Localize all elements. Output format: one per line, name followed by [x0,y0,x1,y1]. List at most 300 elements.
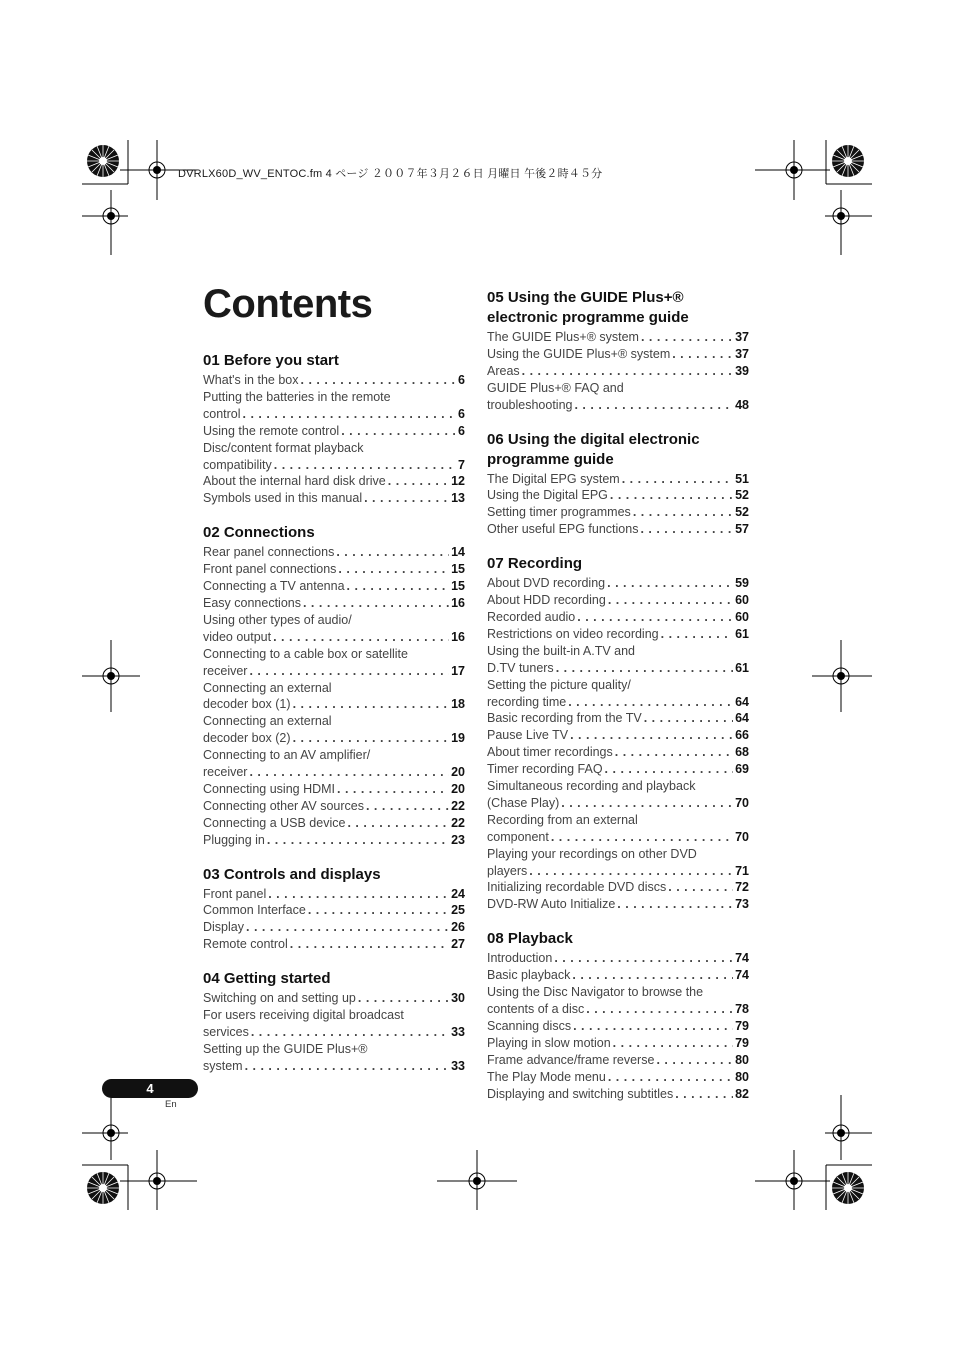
toc-page-number: 33 [451,1025,465,1039]
section-title: 01 Before you start [203,352,339,369]
toc-entry[interactable] [203,473,465,490]
toc-column-left [203,351,465,1091]
toc-page-number: 13 [451,491,465,506]
toc-page-number: 20 [451,781,465,796]
toc-entry-line: Connecting to an AV amplifier/ [203,748,371,763]
dot-leader [613,1035,733,1052]
toc-entry-line: Connecting an external [203,714,332,729]
toc-page-number: 64 [735,711,749,726]
toc-entry-title: Common Interface [203,903,306,918]
dot-leader [607,575,733,592]
toc-page-number: 30 [451,991,465,1006]
toc-entry-title: Front panel connections [203,562,337,577]
toc-page-number: 64 [735,694,749,709]
dot-leader [586,1001,733,1018]
toc-entry-title: Connecting other AV sources [203,798,364,813]
toc-entry-row [203,832,465,849]
toc-entry-row [487,1052,749,1069]
toc-entry-row [487,660,749,677]
toc-entry-row [487,626,749,643]
toc-page-number: 6 [458,373,465,387]
toc-entry-title: Connecting a TV antenna [203,579,345,594]
toc-page-number: 20 [451,765,465,780]
toc-entry-row [203,815,465,832]
toc-page-number: 69 [735,762,749,777]
toc-entry-title: decoder box (1) [203,697,291,712]
toc-page-number: 23 [451,832,465,847]
toc-page-number: 52 [735,505,749,520]
toc-entry-title: system [203,1058,243,1073]
toc-entry-title: Basic playback [487,968,571,983]
dot-leader [364,490,449,507]
toc-page-number: 26 [451,920,465,935]
toc-entry-row [203,1024,465,1041]
toc-entry[interactable] [487,1069,749,1086]
toc-entry-row [487,487,749,504]
toc-entry-row [487,1069,749,1086]
toc-entry-title: D.TV tuners [487,660,554,675]
toc-page-number: 48 [735,397,749,412]
toc-entry[interactable] [203,990,465,1007]
dot-leader [608,592,733,609]
toc-page-number: 80 [735,1052,749,1067]
toc-page-number: 60 [735,609,749,624]
toc-entry-title: DVD-RW Auto Initialize [487,897,616,912]
toc-page-number: 60 [735,593,749,608]
toc-entry-row [487,504,749,521]
toc-entry-line: Using the built-in A.TV and [487,643,635,658]
toc-entry-row [487,1086,749,1103]
toc-entry-title: decoder box (2) [203,731,291,746]
toc-entry-line: Setting the picture quality/ [487,677,631,692]
toc-entry-row [487,795,749,812]
toc-entry-row [487,950,749,967]
toc-entry[interactable] [487,487,749,504]
toc-page-number: 73 [735,897,749,912]
toc-page-number: 15 [451,562,465,577]
toc-page-number: 18 [451,697,465,712]
toc-entry-line: Disc/content format playback [203,440,364,455]
toc-page-number: 66 [735,728,749,743]
toc-entry-title: Displaying and switching subtitles [487,1086,674,1101]
toc-entry-title: services [203,1025,249,1039]
section-title: 05 Using the GUIDE Plus+® electronic programme guide [487,289,689,326]
toc-entry-row [487,829,749,846]
dot-leader [388,473,449,490]
toc-entry-title: Remote control [203,937,288,952]
toc-entry[interactable] [487,380,749,414]
toc-entry[interactable] [487,471,749,488]
toc-entry-row [203,990,465,1007]
dot-leader [273,629,449,646]
toc-entry[interactable] [487,812,749,846]
toc-entry-row [487,879,749,896]
toc-entry[interactable] [203,578,465,595]
toc-entry-row [487,521,749,538]
toc-entry[interactable] [487,592,749,609]
toc-entry-title: Frame advance/frame reverse [487,1052,655,1067]
toc-entry-line: Recording from an external [487,812,638,827]
toc-entry[interactable] [203,886,465,903]
toc-entry-row [203,781,465,798]
toc-entry[interactable] [203,919,465,936]
toc-entry-row [487,609,749,626]
toc-entry-title: About HDD recording [487,593,606,608]
toc-entry-title: Pause Live TV [487,728,569,743]
toc-page-number: 22 [451,815,465,830]
dot-leader [561,795,733,812]
toc-entry[interactable] [203,389,465,423]
toc-entry-title: control [203,406,241,421]
toc-page-number: 19 [451,731,465,746]
toc-page-number: 15 [451,579,465,594]
toc-entry[interactable] [487,1086,749,1103]
toc-page-number: 59 [735,576,749,591]
toc-page-number: 14 [451,545,465,560]
dot-leader [336,544,449,561]
toc-entry-row [203,544,465,561]
dot-leader [554,950,733,967]
dot-leader [551,829,733,846]
toc-entry-row [487,329,749,346]
toc-page-number: 68 [735,745,749,760]
toc-entry-row [487,694,749,711]
toc-page-number: 71 [735,863,749,878]
toc-entry-row [203,490,465,507]
toc-entry-row [203,730,465,747]
dot-leader [337,781,449,798]
toc-page-number: 33 [451,1058,465,1073]
toc-entry-row [203,473,465,490]
dot-leader [615,744,733,761]
toc-entry-row [487,397,749,414]
dot-leader [672,346,733,363]
toc-entry-title: contents of a disc [487,1002,585,1016]
toc-entry-title: Plugging in [203,832,265,847]
section-title: 04 Getting started [203,970,331,988]
dot-leader [617,896,733,913]
toc-section [487,554,749,913]
toc-entry-title: Connecting using HDMI [203,781,336,796]
toc-entry[interactable] [487,778,749,812]
toc-page-number: 6 [458,423,465,438]
toc-entry-row [203,663,465,680]
dot-leader [268,886,449,903]
dot-leader [605,761,734,778]
toc-entry-title: troubleshooting [487,397,573,412]
toc-section [487,929,749,1102]
toc-entry-title: Display [203,920,244,935]
toc-entry-row [487,761,749,778]
toc-entry[interactable] [487,504,749,521]
toc-entry[interactable] [203,815,465,832]
toc-entry[interactable] [203,490,465,507]
dot-leader [366,798,449,815]
dot-leader [301,372,457,389]
toc-entry-title: component [487,829,549,844]
dot-leader [522,363,733,380]
toc-entry[interactable] [487,984,749,1018]
toc-entry-line: Setting up the GUIDE Plus+® [203,1041,368,1056]
dot-leader [608,1069,733,1086]
toc-entry[interactable] [487,521,749,538]
toc-entry[interactable] [487,896,749,913]
section-title: 07 Recording [487,555,583,573]
dot-leader [274,457,456,474]
toc-entry-title: Basic recording from the TV [487,711,642,726]
toc-entry-title: Using the GUIDE Plus+® system [487,346,671,361]
toc-entry[interactable] [203,561,465,578]
toc-entry[interactable] [487,677,749,711]
toc-entry-title: compatibility [203,457,272,472]
toc-entry-row [203,561,465,578]
toc-entry-row [203,919,465,936]
toc-entry-line: Connecting an external [203,680,332,695]
toc-entry-title: players [487,863,528,878]
toc-page-number: 79 [735,1035,749,1050]
toc-entry[interactable] [487,761,749,778]
toc-entry-title: receiver [203,663,248,678]
file-header-line: DVRLX60D_WV_ENTOC.fm 4 ページ ２００７年３月２６日 月曜日 午後２時４５分 [178,168,603,180]
toc-entry[interactable] [487,1018,749,1035]
toc-entry[interactable] [203,832,465,849]
section-title: 06 Using the digital electronic programme guide [487,430,700,468]
toc-entry[interactable] [487,609,749,626]
toc-entry[interactable] [203,372,465,389]
language-label: En [165,1099,177,1110]
toc-entry[interactable] [203,612,465,646]
toc-entry[interactable] [487,346,749,363]
toc-page-number: 24 [451,886,465,901]
toc-entry[interactable] [487,744,749,761]
toc-page-number: 72 [735,880,749,895]
toc-entry-title: The Digital EPG system [487,471,620,486]
toc-entry-title: Areas [487,363,520,378]
dot-leader [251,1024,449,1041]
dot-leader [293,730,450,747]
toc-entry-row [203,936,465,953]
toc-entry-row [487,727,749,744]
toc-entry-row [203,457,465,474]
toc-entry[interactable] [487,879,749,896]
toc-entry[interactable] [487,846,749,880]
dot-leader [303,595,449,612]
toc-page-number: 70 [735,829,749,844]
dot-leader [290,936,449,953]
toc-page-number: 57 [735,522,749,537]
toc-entry[interactable] [487,1052,749,1069]
toc-entry-row [487,346,749,363]
toc-section [203,523,465,848]
toc-page-number: 12 [451,474,465,489]
toc-entry-title: Using the Digital EPG [487,488,608,503]
toc-entry-row [203,578,465,595]
toc-entry-title: Recorded audio [487,609,576,624]
dot-leader [640,521,733,538]
toc-entry[interactable] [487,710,749,727]
toc-entry-title: Easy connections [203,595,301,610]
toc-entry-row [487,363,749,380]
dot-leader [347,815,449,832]
toc-entry-row [203,423,465,440]
toc-entry-title: Restrictions on video recording [487,626,659,641]
toc-page-number: 82 [735,1086,749,1101]
toc-entry-title: Timer recording FAQ [487,762,603,777]
toc-entry-line: For users receiving digital broadcast [203,1008,404,1023]
toc-page-number: 79 [735,1018,749,1033]
toc-page-number: 37 [735,330,749,344]
toc-entry-title: About the internal hard disk drive [203,474,386,489]
toc-entry-row [487,863,749,880]
toc-page-number: 27 [451,937,465,952]
toc-entry-row [487,1001,749,1018]
toc-entry-row [203,372,465,389]
toc-page-number: 25 [451,903,465,918]
dot-leader [347,578,450,595]
toc-entry-row [203,902,465,919]
toc-entry-title: Connecting a USB device [203,815,346,830]
toc-entry-line: Putting the batteries in the remote [203,389,391,404]
toc-page-number: 16 [451,629,465,644]
toc-page-number: 74 [735,951,749,966]
dot-leader [572,967,733,984]
toc-entry[interactable] [203,747,465,781]
toc-entry[interactable] [203,595,465,612]
toc-section [203,865,465,954]
toc-entry-row [487,967,749,984]
toc-entry[interactable] [487,1035,749,1052]
toc-entry-title: Using the remote control [203,423,340,438]
dot-leader [656,1052,733,1069]
dot-leader [568,694,733,711]
toc-entry-row [487,744,749,761]
toc-page-number: 80 [735,1069,749,1084]
dot-leader [358,990,449,1007]
dot-leader [610,487,733,504]
toc-page-number: 61 [735,626,749,641]
toc-entry[interactable] [203,646,465,680]
toc-page-number: 70 [735,795,749,810]
dot-leader [249,764,449,781]
toc-page-number: 39 [735,363,749,378]
toc-entry-title: Other useful EPG functions [487,522,639,537]
toc-entry[interactable] [203,1007,465,1041]
toc-entry-title: Setting timer programmes [487,505,631,520]
toc-entry-row [487,575,749,592]
toc-entry[interactable] [203,798,465,815]
toc-entry[interactable] [203,936,465,953]
toc-entry-row [203,629,465,646]
dot-leader [668,879,733,896]
dot-leader [570,727,733,744]
toc-entry[interactable] [487,363,749,380]
toc-entry-title: The GUIDE Plus+® system [487,330,639,344]
dot-leader [249,663,449,680]
toc-entry[interactable] [203,902,465,919]
toc-entry-line: Using the Disc Navigator to browse the [487,985,704,1000]
toc-entry-title: (Chase Play) [487,795,560,810]
toc-entry[interactable] [487,727,749,744]
dot-leader [245,1058,450,1075]
dot-leader [338,561,449,578]
toc-entry[interactable] [203,544,465,561]
toc-section [203,351,465,507]
toc-entry[interactable] [487,575,749,592]
toc-section [487,288,749,414]
toc-entry-title: Front panel [203,886,267,901]
toc-entry[interactable] [487,643,749,677]
dot-leader [644,710,733,727]
dot-leader [341,423,456,440]
toc-page-number: 7 [458,457,465,472]
toc-entry-row [203,595,465,612]
dot-leader [633,504,733,521]
dot-leader [246,919,449,936]
dot-leader [556,660,733,677]
dot-leader [622,471,733,488]
toc-entry-title: The Play Mode menu [487,1069,606,1084]
dot-leader [577,609,733,626]
toc-entry[interactable] [203,440,465,474]
dot-leader [573,1018,733,1035]
dot-leader [661,626,733,643]
dot-leader [293,696,450,713]
toc-entry[interactable] [203,1041,465,1075]
dot-leader [529,863,733,880]
toc-section [203,969,465,1075]
toc-entry-line: Playing your recordings on other DVD [487,846,697,861]
toc-section [487,430,749,539]
toc-entry-title: Rear panel connections [203,545,335,560]
toc-entry-title: Playing in slow motion [487,1035,611,1050]
dot-leader [641,329,733,346]
toc-page-number: 17 [451,663,465,678]
toc-entry-title: About DVD recording [487,576,606,591]
toc-entry-line: Simultaneous recording and playback [487,779,696,794]
toc-entry[interactable] [487,329,749,346]
toc-entry-row [203,886,465,903]
toc-page-number: 6 [458,406,465,421]
toc-page-number: 52 [735,488,749,503]
toc-entry[interactable] [487,967,749,984]
dot-leader [308,902,449,919]
toc-entry[interactable] [487,626,749,643]
toc-entry-row [487,471,749,488]
toc-entry-line: GUIDE Plus+® FAQ and [487,380,624,395]
toc-entry[interactable] [203,680,465,714]
toc-entry-line: Using other types of audio/ [203,612,352,627]
page-number-badge: 4 [102,1079,198,1098]
toc-entry[interactable] [203,781,465,798]
toc-entry-title: Introduction [487,951,553,966]
toc-entry-row [487,710,749,727]
toc-page-number: 22 [451,798,465,813]
toc-entry-title: About timer recordings [487,745,613,760]
section-title: 03 Controls and displays [203,865,381,883]
toc-entry[interactable] [203,713,465,747]
dot-leader [675,1086,733,1103]
toc-entry[interactable] [203,423,465,440]
toc-entry-title: Initializing recordable DVD discs [487,880,667,895]
toc-entry-row [203,406,465,423]
toc-entry-line: Connecting to a cable box or satellite [203,646,408,661]
section-title: 02 Connections [203,524,315,542]
toc-entry-title: recording time [487,694,567,709]
toc-entry[interactable] [487,950,749,967]
toc-page-number: 51 [735,471,749,486]
toc-entry-row [487,896,749,913]
toc-entry-row [487,1035,749,1052]
